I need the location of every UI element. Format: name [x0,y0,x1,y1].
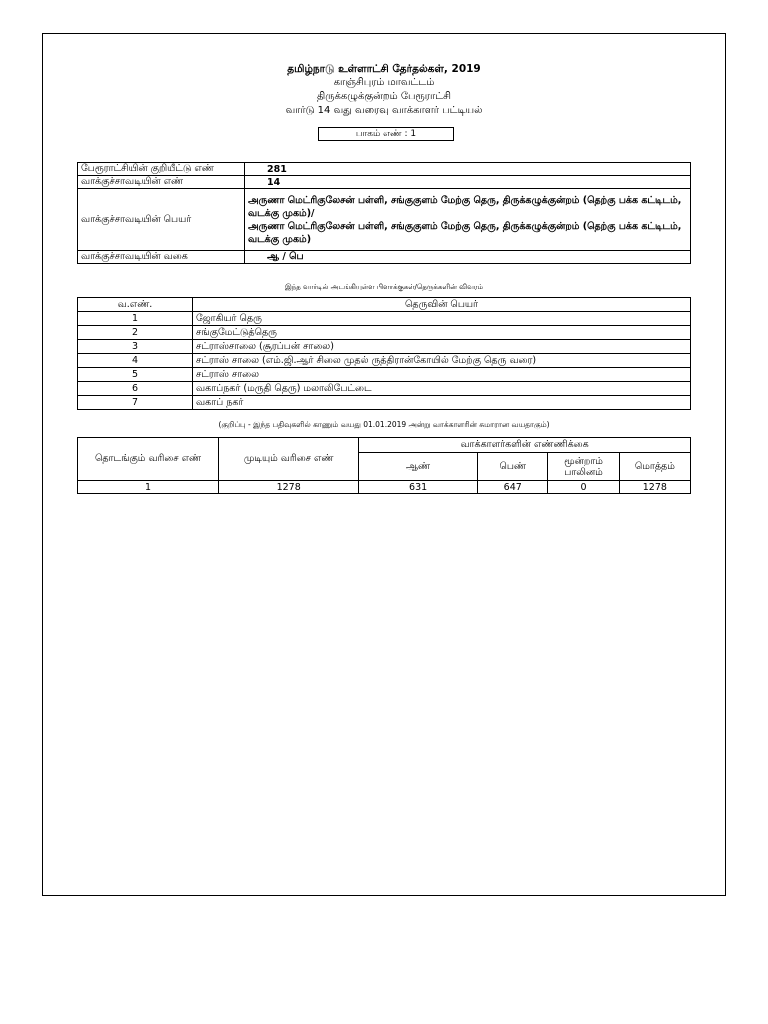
booth-type-value: ஆ / பெ [245,251,691,264]
code-value: 281 [245,163,691,176]
table-row [78,481,691,494]
table-row [78,396,691,410]
table-row [78,251,691,264]
street-sn: 4 [78,354,193,368]
third-gender-value: 0 [548,481,619,494]
panchayat-name: திருக்கழுக்குன்றம் பேரூராட்சி [317,91,451,102]
street-name: சங்குமேட்டுத்தெரு [193,326,691,340]
female-value: 647 [478,481,548,494]
street-name: சட்ராஸ்சாலை (சூரப்பன் சாலை) [193,340,691,354]
third-gender-line1: மூன்றாம் [564,455,603,467]
booth-no-label: வாக்குச்சாவடியின் எண் [78,176,245,189]
booth-name-line1: அருணா மெட்ரிகுலேசன் பள்ளி, சங்குகுளம் மேற்கு தெரு, திருக்கழுக்குன்றம் (தெற்கு பக்க கட்டிடம், வடக்கு முகம்)/ [248,194,682,219]
booth-name-label: வாக்குச்சாவடியின் பெயர் [78,189,245,251]
election-title: தமிழ்நாடு உள்ளாட்சி தேர்தல்கள், 2019 [287,63,481,75]
streets-table [77,297,691,410]
street-name: வகாப் நகர் [193,396,691,410]
third-gender-line2: பாலினம் [564,466,603,478]
table-row [78,340,691,354]
column-header-street: தெருவின் பெயர் [193,298,691,312]
start-serial-value: 1 [78,481,219,494]
part-number: பாகம் எண் : 1 [318,127,454,141]
booth-name-value [245,189,691,251]
booth-type-label: வாக்குச்சாவடியின் வகை [78,251,245,264]
table-row [78,382,691,396]
table-row [78,354,691,368]
roll-title: வார்டு 14 வது வரைவு வாக்காளர் பட்டியல் [285,105,483,116]
code-label: பேரூராட்சியின் குறியீட்டு எண் [78,163,245,176]
booth-info-table [77,162,691,264]
table-row [78,312,691,326]
document-header [42,62,726,118]
street-name: வகாப்நகர் (மருதி தெரு) மலாலிபேட்டை [193,382,691,396]
table-header-row [78,298,691,312]
table-row [78,189,691,251]
street-sn: 3 [78,340,193,354]
table-header-row [78,438,691,453]
female-header: பெண் [478,453,548,481]
voter-counts-table [77,437,691,494]
voters-count-header: வாக்காளர்களின் எண்ணிக்கை [359,438,691,453]
street-name: ஜோகியர் தெரு [193,312,691,326]
start-serial-header: தொடங்கும் வரிசை எண் [78,438,219,481]
column-header-sn: வ.எண். [78,298,193,312]
streets-caption: இந்த வார்டில் அடங்கியுள்ள பிளாக்குகள்/தெருக்களின் விவரம் [284,283,484,291]
table-row [78,368,691,382]
male-header: ஆண் [359,453,478,481]
street-sn: 6 [78,382,193,396]
table-row [78,326,691,340]
male-value: 631 [359,481,478,494]
booth-name-line2: அருணா மெட்ரிகுலேசன் பள்ளி, சங்குகுளம் மேற்கு தெரு, திருக்கழுக்குன்றம் (தெற்கு பக்க கட்டிடம், வடக்கு முகம்) [248,220,682,245]
street-name: சட்ராஸ் சாலை (எம்.ஜி.ஆர் சிலை முதல் ருத்திரான்கோயில் மேற்கு தெரு வரை) [193,354,691,368]
table-row [78,163,691,176]
booth-no-value: 14 [245,176,691,189]
end-serial-value: 1278 [219,481,359,494]
age-note: (குறிப்பு - இந்த பதிவுகளில் காணும் வயது 01.01.2019 அன்று வாக்காளரின் சுமாரான வயதாகும்) [218,420,550,429]
street-sn: 1 [78,312,193,326]
district-name: காஞ்சிபுரம் மாவட்டம் [333,77,435,88]
total-header: மொத்தம் [619,453,690,481]
end-serial-header: முடியும் வரிசை எண் [219,438,359,481]
total-value: 1278 [619,481,690,494]
street-name: சட்ராஸ் சாலை [193,368,691,382]
street-sn: 7 [78,396,193,410]
table-row [78,176,691,189]
third-gender-header [548,453,619,481]
street-sn: 5 [78,368,193,382]
street-sn: 2 [78,326,193,340]
